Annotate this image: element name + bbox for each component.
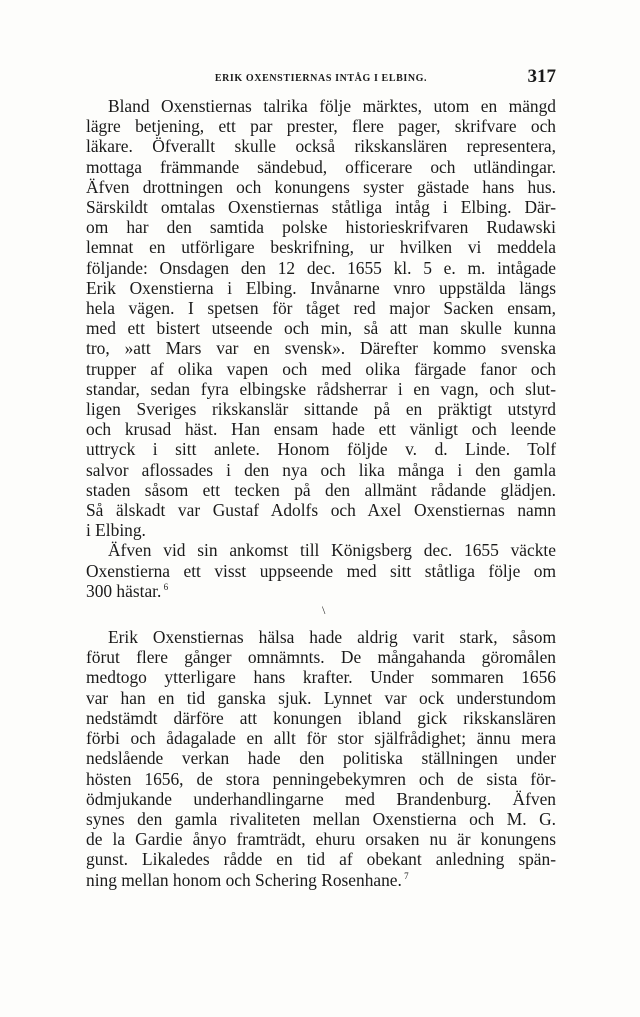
text-line: i Elbing. [86, 520, 146, 541]
text-line: synes den gamla rivaliteten mellan Oxenstierna och M. G. [86, 808, 556, 829]
text-line: och krusad häst. Han ensam hade ett vänligt och leende [86, 419, 556, 440]
paragraph-elbing-entry [86, 96, 556, 540]
separator-mark: \ [322, 603, 326, 618]
page-header [86, 62, 556, 90]
text-line: med ett bistert utseende och min, så att man skulle kunna [86, 318, 556, 339]
section-separator [86, 601, 556, 623]
text-line: nedslående verkan hade den politiska ställningen under [86, 748, 556, 769]
text-line: standar, sedan fyra elbingske rådsherrar i en vagn, och slut- [86, 378, 556, 399]
text-line: var han en tid ganska sjuk. Lynnet var ock understundom [86, 687, 556, 708]
text-line: Erik Oxenstierna i Elbing. Invånarne vnro uppstälda längs [86, 277, 556, 298]
text-line: gunst. Likaledes rådde en tid af obekant anledning spän- [86, 849, 556, 870]
paragraph-health [86, 627, 556, 890]
book-page [86, 62, 556, 890]
paragraph-konigsberg [86, 540, 556, 601]
text-line: Särskildt omtalas Oxenstiernas ståtliga intåg i Elbing. Där- [86, 197, 556, 218]
footnote-marker[interactable]: 6 [161, 582, 169, 593]
text-line: läkare. Öfverallt skulle också rikskanslären representera, [86, 136, 556, 157]
running-head: ERIK OXENSTIERNAS INTÅG I ELBING. [214, 73, 428, 84]
text-line: följande: Onsdagen den 12 dec. 1655 kl. 5 e. m. intågade [86, 257, 556, 278]
text-line: hela vägen. I spetsen för tåget red major Sacken ensam, [86, 298, 556, 319]
page-number: 317 [527, 66, 556, 87]
text-line: salvor aflossades i den nya och lika många i den gamla [86, 459, 556, 480]
text-line: Erik Oxenstiernas hälsa hade aldrig varit stark, såsom [108, 627, 556, 648]
text-line: förbi och ådagalade en allt för stor själfrådighet; ännu mera [86, 728, 556, 749]
text-line: Äfven vid sin ankomst till Königsberg dec. 1655 väckte [108, 540, 556, 561]
text-line: trupper af olika vapen och med olika färgade fanor och [86, 358, 556, 379]
text-line: 300 hästar. $^6$ [86, 580, 169, 601]
text-line: uttryck i sitt anlete. Honom följde v. d. Linde. Tolf [86, 439, 556, 460]
text-line: lägre betjening, ett par prester, flere pager, skrifvare och [86, 116, 556, 137]
text-line: om har den samtida polske historieskrifvaren Rudawski [86, 217, 556, 238]
text-line: mottaga främmande sändebud, officerare och utländingar. [86, 156, 556, 177]
footnote-marker[interactable]: 7 [401, 870, 409, 881]
text-line: de la Gardie ånyo framträdt, ehuru orsaken nu är konungens [86, 829, 556, 850]
text-line: hösten 1656, de stora penningebekymren och de sista för- [86, 768, 556, 789]
text-line: ligen Sveriges rikskanslär sittande på en präktigt utstyrd [86, 399, 556, 420]
text-line: lemnat en utförligare beskrifning, ur hvilken vi meddela [86, 237, 556, 258]
text-line: Äfven drottningen och konungens syster gästade hans hus. [86, 176, 556, 197]
text-line: nedstämdt därföre att konungen ibland gick rikskanslären [86, 707, 556, 728]
text-line: tro, »att Mars var en svensk». Därefter kommo svenska [86, 338, 556, 359]
text-line: förut flere gånger omnämnts. De mångahanda göromålen [86, 647, 556, 668]
text-line: Så älskadt var Gustaf Adolfs och Axel Oxenstiernas namn [86, 500, 556, 521]
text-line: staden såsom ett tecken på den allmänt rådande glädjen. [86, 479, 556, 500]
text-line: medtogo ytterligare hans krafter. Under sommaren 1656 [86, 667, 556, 688]
text-line: Oxenstierna ett visst uppseende med sitt ståtliga följe om [86, 560, 556, 581]
text-line: ödmjukande underhandlingarne med Brandenburg. Äfven [86, 788, 556, 809]
text-line: Bland Oxenstiernas talrika följe märktes, utom en mängd [108, 96, 556, 116]
text-line: ning mellan honom och Schering Rosenhane. $^7$ [86, 869, 409, 890]
